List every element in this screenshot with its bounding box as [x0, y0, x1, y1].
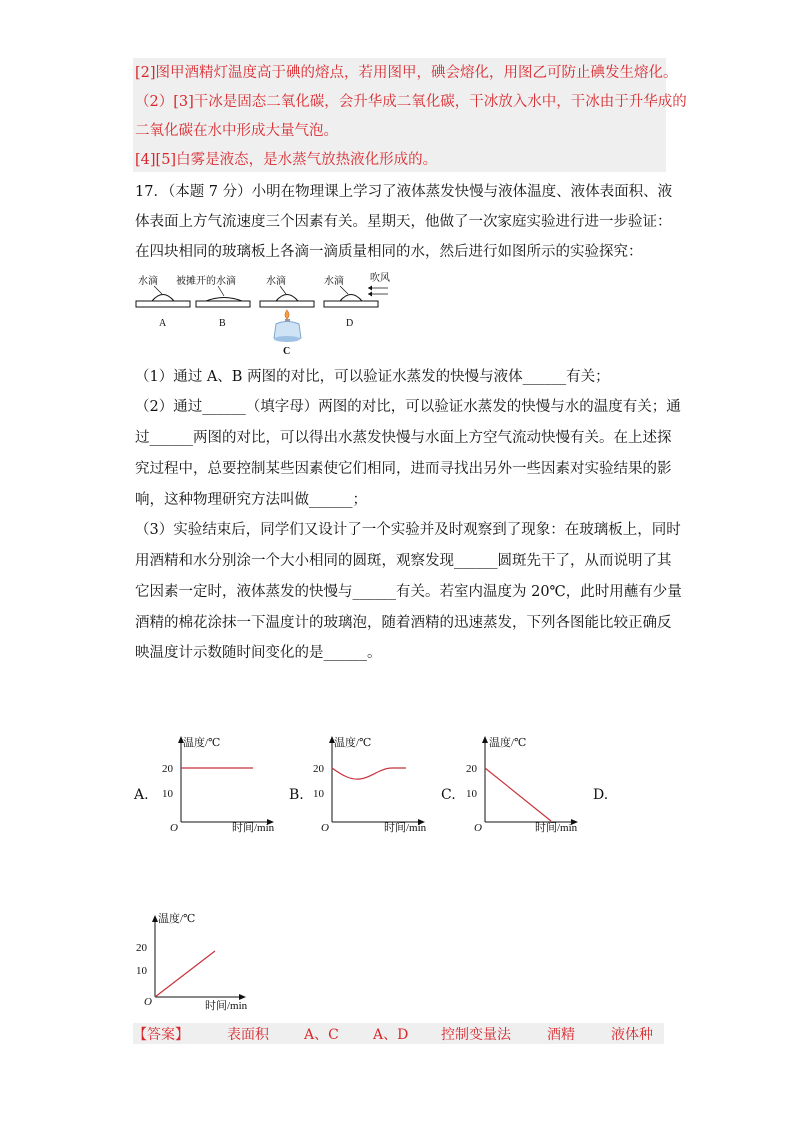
figure-label-b: B [219, 318, 226, 329]
question-line-3: 在四块相同的玻璃板上各滴一滴质量相同的水，然后进行如图所示的实验探究： [135, 244, 643, 260]
glass-plate-a [136, 301, 190, 307]
subq-3-line-3: 它因素一定时，液体蒸发的快慢与______有关。若室内温度为 20℃，此时用蘸有少量 [135, 584, 682, 600]
answer-2: A、C [304, 1027, 339, 1043]
subq-3-line-4: 酒精的棉花涂抹一下温度计的玻璃泡，随着酒精的迅速蒸发，下列各图能比较正确反 [135, 615, 672, 631]
subq-2-line-4: 响，这种物理研究方法叫做______； [135, 492, 367, 508]
answer-tag: 【答案】 [133, 1027, 189, 1043]
subq-3-line-1: （3）实验结束后，同学们又设计了一个实验并及时观察到了现象：在玻璃板上，同时 [135, 522, 681, 538]
answer-3: A、D [373, 1027, 409, 1043]
graph-d [130, 905, 270, 1015]
graph-a-tick-10: 10 [162, 788, 173, 800]
graph-c-xlabel: 时间/min [535, 822, 578, 834]
graph-b-ylabel: 温度/℃ [334, 737, 372, 749]
label-spread-drop: 被摊开的水滴 [176, 276, 236, 287]
experiment-figure [132, 268, 392, 358]
label-blow: 吹风 [370, 273, 390, 284]
answer-1: 表面积 [227, 1027, 269, 1043]
graph-a [150, 730, 290, 835]
answer-bar [133, 1023, 664, 1044]
answer-6: 液体种 [611, 1027, 653, 1043]
graph-c-tick-20: 20 [466, 763, 477, 775]
label-water-drop-d: 水滴 [324, 276, 344, 287]
graph-c-ylabel: 温度/℃ [489, 737, 527, 749]
graph-c-origin: O [474, 822, 482, 834]
alcohol-lamp-icon [274, 310, 301, 342]
graph-b-origin: O [321, 822, 329, 834]
figure-label-c: C [283, 346, 291, 357]
graph-b-tick-10: 10 [313, 788, 324, 800]
graph-a-tick-20: 20 [162, 763, 173, 775]
graph-b-xlabel: 时间/min [384, 822, 427, 834]
graph-b [305, 730, 445, 835]
graph-c [455, 730, 595, 835]
question-line-1: 17．（本题 7 分）小明在物理课上学习了液体蒸发快慢与液体温度、液体表面积、液 [135, 184, 673, 200]
answer-4: 控制变量法 [441, 1027, 511, 1043]
solution-line-3: 二氧化碳在水中形成大量气泡。 [135, 123, 338, 139]
question-line-2: 体表面上方气流速度三个因素有关。星期天，他做了一次家庭实验进行进一步验证： [135, 214, 672, 230]
subq-3-line-2: 用酒精和水分别涂一个大小相同的圆斑，观察发现______圆斑先干了，从而说明了其 [135, 553, 672, 569]
label-water-drop-a: 水滴 [138, 276, 158, 287]
graph-d-ylabel: 温度/℃ [158, 913, 196, 925]
solution-line-1: [2]图甲酒精灯温度高于碘的熔点，若用图甲，碘会熔化，用图乙可防止碘发生熔化。 [135, 65, 678, 81]
figure-label-a: A [159, 318, 167, 329]
option-b-label: B. [289, 787, 304, 803]
graph-a-ylabel: 温度/℃ [183, 737, 221, 749]
water-drop-b [206, 298, 242, 302]
graph-c-curve [485, 768, 551, 821]
label-water-drop-c: 水滴 [266, 276, 286, 287]
answer-5: 酒精 [547, 1027, 575, 1043]
glass-plate-b [196, 301, 250, 307]
figure-label-d: D [346, 318, 354, 329]
wind-arrows-icon [368, 286, 388, 297]
subq-2-line-2: 过______两图的对比，可以得出水蒸发快慢与水面上方空气流动快慢有关。在上述探 [135, 430, 672, 446]
graph-a-xlabel: 时间/min [232, 822, 275, 834]
glass-plate-c [260, 301, 314, 307]
graph-b-tick-20: 20 [313, 763, 324, 775]
graph-d-tick-10: 10 [136, 965, 147, 977]
graph-d-xlabel: 时间/min [205, 1000, 248, 1012]
water-drop-d [340, 295, 362, 302]
solution-line-2: （2）[3]干冰是固态二氧化碳，会升华成二氧化碳，干冰放入水中，干冰由于升华成的 [135, 94, 687, 110]
option-a-label: A. [134, 787, 149, 803]
graph-d-origin: O [144, 996, 152, 1008]
graph-d-tick-20: 20 [136, 942, 147, 954]
graph-c-tick-10: 10 [466, 788, 477, 800]
subq-3-line-5: 映温度计示数随时间变化的是______。 [135, 645, 382, 661]
graph-b-curve [332, 768, 406, 779]
solution-line-4: [4][5]白雾是液态，是水蒸气放热液化形成的。 [135, 152, 438, 168]
option-c-label: C. [441, 787, 456, 803]
subq-1: （1）通过 A、B 两图的对比，可以验证水蒸发的快慢与液体______有关； [135, 369, 610, 385]
glass-plate-d [324, 301, 378, 307]
option-d-label: D. [593, 787, 609, 803]
graph-d-curve [155, 951, 215, 997]
water-drop-c [276, 295, 298, 302]
graph-a-origin: O [170, 822, 178, 834]
subq-2-line-1: （2）通过______（填字母）两图的对比，可以验证水蒸发的快慢与水的温度有关；通 [135, 399, 681, 415]
water-drop-a [152, 295, 174, 302]
subq-2-line-3: 究过程中，总要控制某些因素使它们相同，进而寻找出另外一些因素对实验结果的影 [135, 461, 672, 477]
